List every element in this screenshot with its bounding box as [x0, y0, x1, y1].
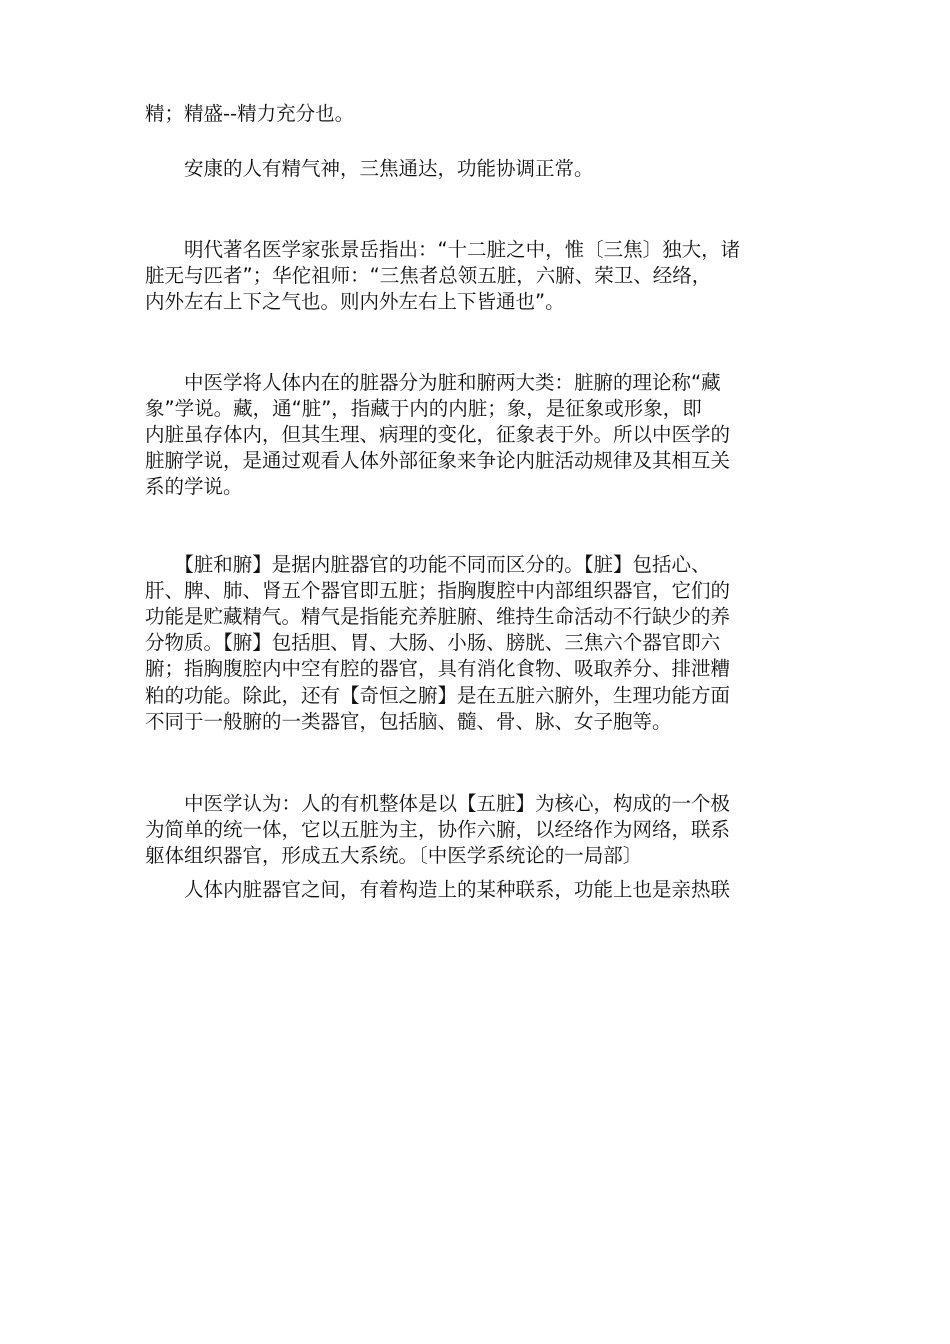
text-line-18: 中医学认为：人的有机整体是以【五脏】为核心，构成的一个极 [145, 792, 731, 815]
text-line-13: 功能是贮藏精气。精气是指能充养脏腑、维持生命活动不行缺少的养 [145, 605, 731, 628]
text-line-4: 脏无与匹者”；华佗祖师：“三焦者总领五脏，六腑、荣卫、经络， [145, 264, 712, 287]
text-line-8: 内脏虽存体内，但其生理、病理的变化，征象表于外。所以中医学的 [145, 423, 731, 446]
text-line-21: 人体内脏器官之间，有着构造上的某种联系，功能上也是亲热联 [145, 878, 731, 901]
text-line-9: 脏腑学说，是通过观看人体外部征象来争论内脏活动规律及其相互关 [145, 449, 731, 472]
text-line-7: 象”学说。藏，通“脏”，指藏于内的内脏；象，是征象或形象，即 [145, 397, 702, 420]
text-line-14: 分物质。【腑】包括胆、胃、大肠、小肠、膀胱、三焦六个器官即六 [145, 631, 721, 654]
text-line-17: 不同于一般腑的一类器官，包括脑、髓、骨、脉、女子胞等。 [145, 710, 672, 733]
text-line-3: 明代著名医学家张景岳指出：“十二脏之中，惟〔三焦〕独大，诸 [145, 238, 741, 261]
text-line-10: 系的学说。 [145, 475, 243, 498]
text-line-20: 躯体组织器官，形成五大系统。〔中医学系统论的一局部〕 [145, 844, 643, 867]
text-line-16: 粕的功能。除此，还有【奇恒之腑】是在五脏六腑外，生理功能方面 [145, 684, 731, 707]
text-line-6: 中医学将人体内在的脏器分为脏和腑两大类：脏腑的理论称“藏 [145, 371, 721, 394]
text-line-12: 肝、脾、肺、肾五个器官即五脏；指胸腹腔中内部组织器官，它们的 [145, 579, 731, 602]
text-line-2: 安康的人有精气神，三焦通达，功能协调正常。 [145, 157, 594, 180]
text-line-11: 【脏和腑】是据内脏器官的功能不同而区分的。【脏】包括心、 [145, 553, 711, 576]
text-line-1: 精；精盛--精力充分也。 [145, 102, 355, 125]
text-line-15: 腑；指胸腹腔内中空有腔的器官，具有消化食物、吸取养分、排泄糟 [145, 657, 731, 680]
text-line-19: 为简单的统一体，它以五脏为主，协作六腑，以经络作为网络，联系 [145, 818, 731, 841]
text-line-5: 内外左右上下之气也。则内外左右上下皆通也”。 [145, 290, 565, 313]
